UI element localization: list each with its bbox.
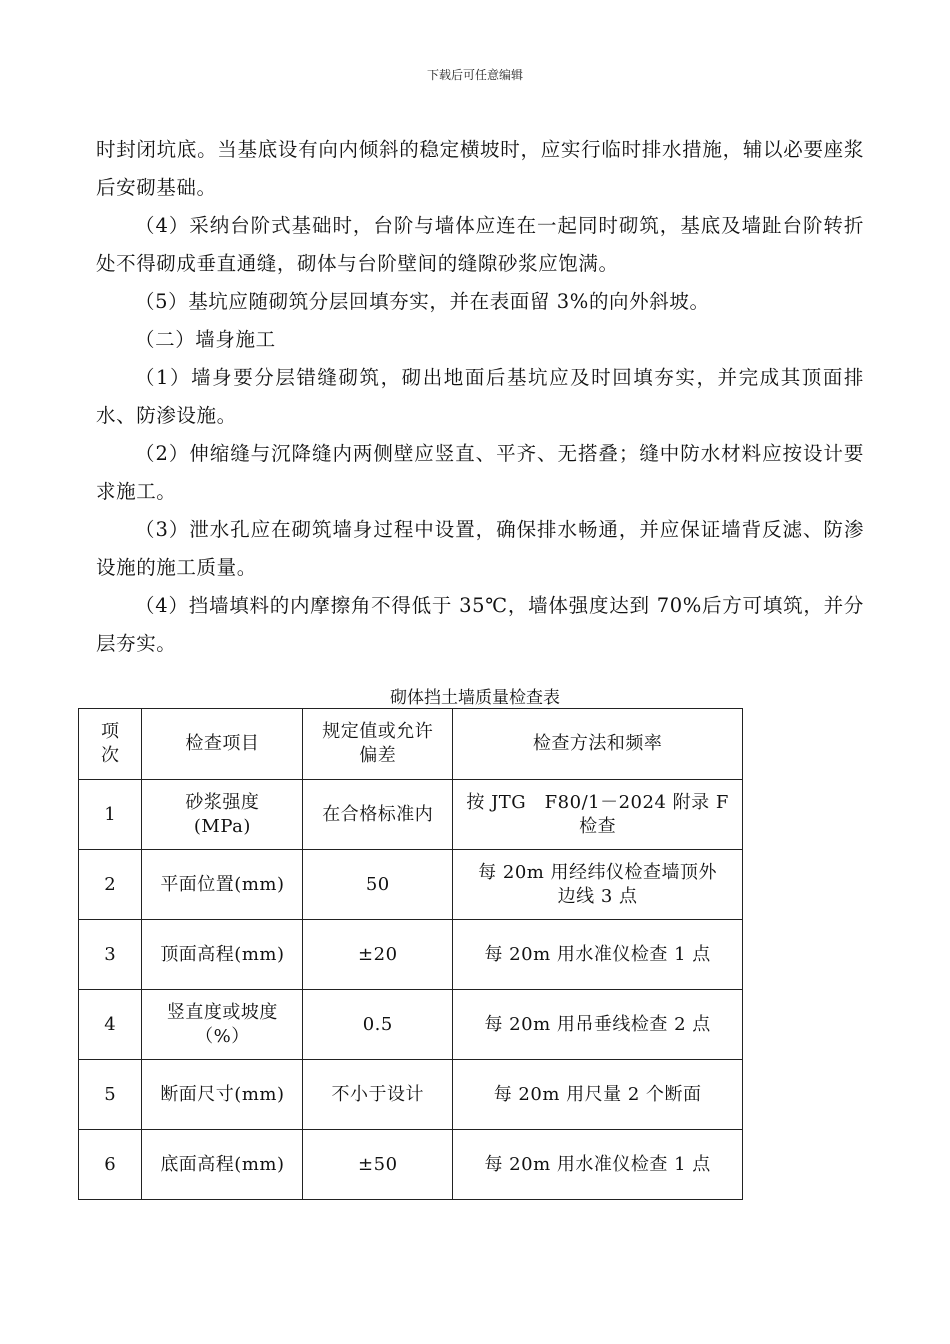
body-text [96, 131, 864, 663]
paragraph: （1）墙身要分层错缝砌筑，砌出地面后基坑应及时回填夯实，并完成其顶面排水、防渗设施。 [96, 366, 864, 427]
cell-method [453, 1130, 743, 1200]
table-row [79, 1060, 743, 1130]
paragraph: 时封闭坑底。当基底设有向内倾斜的稳定横坡时，应实行临时排水措施，辅以必要座浆后安砌基础。 [96, 138, 864, 199]
cell-spec: 0.5 [303, 990, 453, 1060]
cell-method-line1: 每 20m 用吊垂线检查 2 点 [484, 1013, 711, 1035]
header-spec [303, 709, 453, 780]
header-method [453, 709, 743, 780]
cell-method [453, 1060, 743, 1130]
cell-item-line1: 平面位置(mm) [160, 873, 285, 895]
cell-method [453, 920, 743, 990]
paragraph: （3）泄水孔应在砌筑墙身过程中设置，确保排水畅通，并应保证墙背反滤、防渗设施的施工质量。 [96, 518, 864, 579]
cell-item [142, 920, 303, 990]
cell-method-line2: 边线 3 点 [557, 885, 638, 907]
header-spec-line2: 偏差 [359, 745, 397, 766]
cell-item [142, 990, 303, 1060]
cell-spec: 在合格标准内 [303, 780, 453, 850]
cell-item-line2: (MPa) [193, 815, 251, 837]
table-row [79, 850, 743, 920]
cell-method-line1: 每 20m 用尺量 2 个断面 [493, 1083, 702, 1105]
cell-spec: 不小于设计 [303, 1060, 453, 1130]
paragraph: （4）挡墙填料的内摩擦角不得低于 35℃，墙体强度达到 70%后方可填筑，并分层夯实。 [96, 594, 864, 655]
cell-item-line2: （%） [195, 1025, 250, 1047]
header-item [142, 709, 303, 780]
table-row [79, 1130, 743, 1200]
paragraph: （4）采纳台阶式基础时，台阶与墙体应连在一起同时砌筑，基底及墙趾台阶转折处不得砌成垂直通缝，砌体与台阶壁间的缝隙砂浆应饱满。 [96, 214, 864, 275]
header-no-line1: 项 [100, 721, 120, 742]
header-method-text: 检查方法和频率 [532, 733, 663, 754]
cell-item [142, 1060, 303, 1130]
cell-item [142, 1130, 303, 1200]
quality-check-table [78, 708, 743, 1200]
cell-item [142, 780, 303, 850]
cell-method-line1: 按 JTG F80/1－2024 附录 F [466, 791, 729, 813]
cell-method-line1: 每 20m 用水准仪检查 1 点 [484, 943, 711, 965]
cell-method [453, 850, 743, 920]
table-header-row [79, 709, 743, 780]
cell-method [453, 780, 743, 850]
paragraph: （2）伸缩缝与沉降缝内两侧壁应竖直、平齐、无搭叠；缝中防水材料应按设计要求施工。 [96, 442, 864, 503]
cell-no: 5 [79, 1060, 142, 1130]
paragraph: （5）基坑应随砌筑分层回填夯实，并在表面留 3%的向外斜坡。 [135, 290, 710, 313]
cell-no: 1 [79, 780, 142, 850]
cell-method [453, 990, 743, 1060]
cell-item [142, 850, 303, 920]
header-note: 下载后可任意编辑 [426, 68, 523, 82]
cell-item-line1: 顶面高程(mm) [160, 943, 285, 965]
table-row [79, 920, 743, 990]
cell-item-line1: 断面尺寸(mm) [160, 1083, 285, 1105]
cell-no: 4 [79, 990, 142, 1060]
header-no [79, 709, 142, 780]
cell-item-line1: 砂浆强度 [185, 791, 260, 813]
cell-item-line1: 竖直度或坡度 [166, 1001, 278, 1023]
cell-no: 3 [79, 920, 142, 990]
cell-spec: ±20 [303, 920, 453, 990]
table-title: 砌体挡土墙质量检查表 [390, 688, 560, 708]
cell-spec: 50 [303, 850, 453, 920]
header-no-line2: 次 [100, 745, 120, 766]
cell-method-line1: 每 20m 用水准仪检查 1 点 [484, 1153, 711, 1175]
cell-no: 6 [79, 1130, 142, 1200]
cell-item-line1: 底面高程(mm) [160, 1153, 285, 1175]
cell-method-line2: 检查 [579, 815, 617, 837]
table-row [79, 780, 743, 850]
section-heading: （二）墙身施工 [135, 328, 276, 351]
table-row [79, 990, 743, 1060]
cell-no: 2 [79, 850, 142, 920]
header-spec-line1: 规定值或允许 [322, 721, 434, 742]
cell-spec: ±50 [303, 1130, 453, 1200]
cell-method-line1: 每 20m 用经纬仪检查墙顶外 [478, 861, 718, 883]
header-item-text: 检查项目 [185, 733, 260, 754]
